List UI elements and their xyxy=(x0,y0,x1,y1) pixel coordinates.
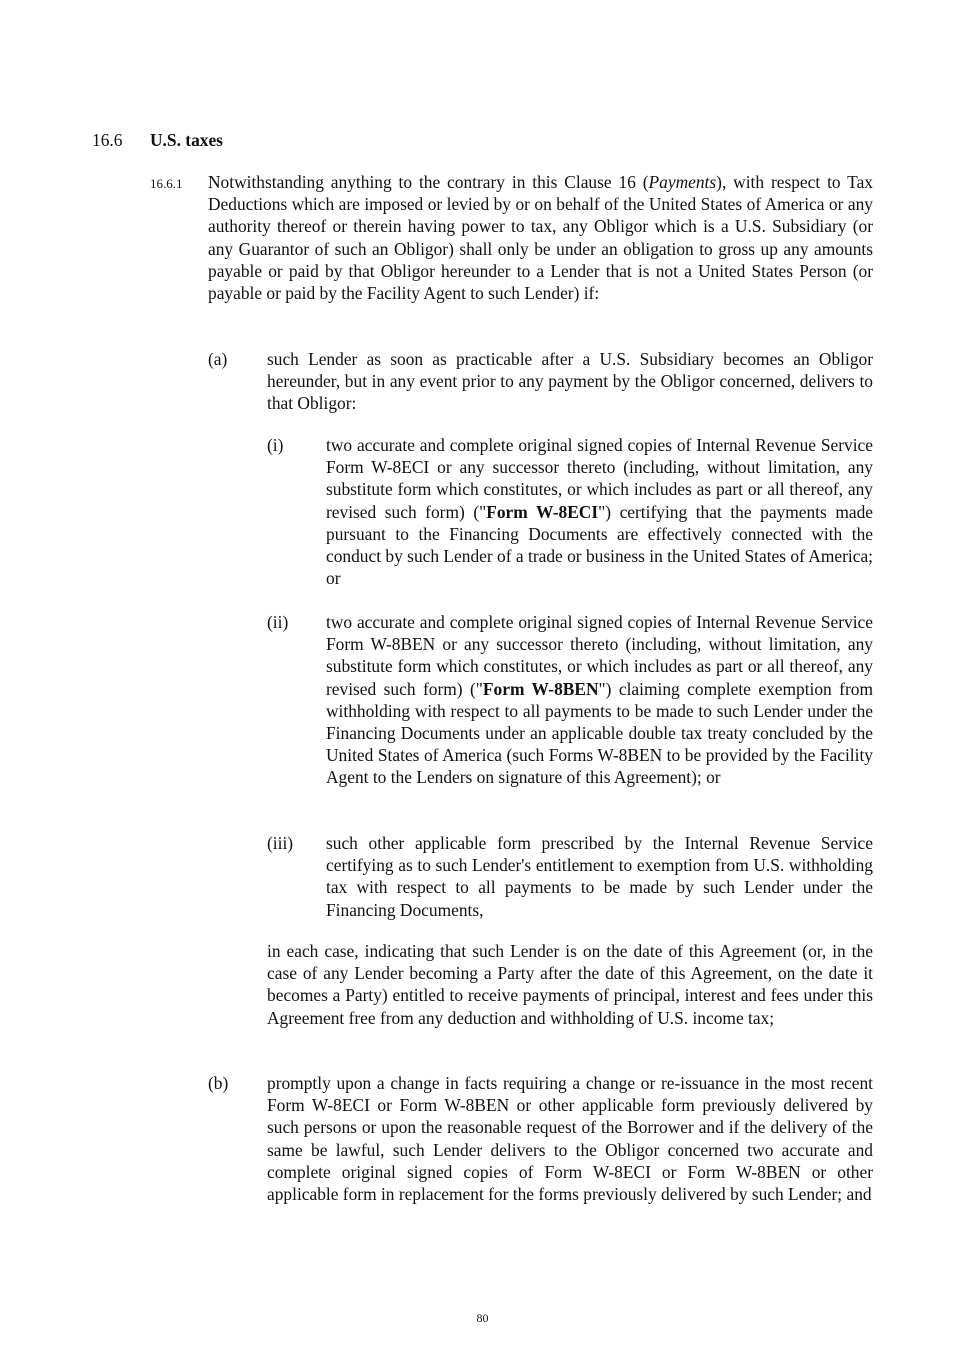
section-number: 16.6 xyxy=(92,130,123,150)
section-title: U.S. taxes xyxy=(150,130,223,150)
clause-text-part: ), with respect to Tax Deductions which are imposed or levied by or on behalf of the United States of America or any authority thereof or therein having power to tax, any Obligor which is a U.S. Subsidiary (or any Guarantor of such an Obligor) shall only be under an obligation to gross up any amounts payable or paid by that Obligor hereunder to a Lender that is not a United States Person (or payable or paid by the Facility Agent to such Lender) if: xyxy=(208,172,873,304)
subparagraph-text-part: ") certifying that the payments made pursuant to the Financing Documents are effectively connected with the conduct by such Lender of a trade or business in the United States of America; or xyxy=(326,501,873,589)
subparagraph-label-i: (i) xyxy=(267,435,284,455)
subparagraph-text-part: two accurate and complete original signed copies of Internal Revenue Service Form W-8ECI or any successor thereto (including, without limitation, any substitute form which constitutes, or which includes as part or all thereof, any revised such form) (" xyxy=(326,435,873,522)
paragraph-text-a: such Lender as soon as practicable after a U.S. Subsidiary becomes an Obligor hereunder, but in any event prior to any payment by the Obligor concerned, delivers to that Obligor: xyxy=(267,349,873,414)
subparagraph-text-iii: such other applicable form prescribed by the Internal Revenue Service certifying as to such Lender's entitlement to exemption from U.S. withholding tax with respect to all payments to be made by such Lender under the Financing Documents, xyxy=(326,833,873,920)
subparagraph-label-iii: (iii) xyxy=(267,833,294,853)
page-number: 80 xyxy=(476,1311,489,1325)
paragraph-continuation: in each case, indicating that such Lender is on the date of this Agreement (or, in the case of any Lender becoming a Party after the date of this Agreement, on the date it becomes a Party) entitled to receive payments of principal, interest and fees under this Agreement free from any deduction and withholding of U.S. income tax; xyxy=(267,941,873,1028)
defined-term: Form W-8BEN xyxy=(482,678,599,699)
clause-text-italic: Payments xyxy=(648,172,717,192)
subparagraph-text-part: two accurate and complete original signed copies of Internal Revenue Service Form W-8BEN or any successor thereto (including, without limitation, any substitute form which constitutes, or which includes as part or all thereof, any revised such form) (" xyxy=(326,612,873,699)
clause-text xyxy=(208,171,873,304)
paragraph-label-a: (a) xyxy=(208,349,228,369)
paragraph-text-b: promptly upon a change in facts requiring a change or re-issuance in the most recent Form W-8ECI or Form W-8BEN or other applicable form previously delivered by such persons or upon the reasonable request of the Borrower and if the delivery of the same be lawful, such Lender delivers to the Obligor concerned two accurate and complete original signed copies of Form W-8ECI or Form W-8BEN or other applicable form in replacement for the forms previously delivered by such Lender; and xyxy=(267,1073,873,1205)
paragraph-label-b: (b) xyxy=(208,1073,229,1093)
subparagraph-text-part: ") claiming complete exemption from withholding with respect to all payments to be made to such Lender under the Financing Documents under an applicable double tax treaty concluded by the United States of America (such Forms W-8BEN to be provided by the Facility Agent to the Lenders on signature of this Agreement); or xyxy=(326,678,873,788)
defined-term: Form W-8ECI xyxy=(486,501,599,522)
subparagraph-label-ii: (ii) xyxy=(267,612,289,632)
clause-text-part: Notwithstanding anything to the contrary in this Clause 16 ( xyxy=(208,172,649,192)
subparagraph-text-ii xyxy=(326,611,873,789)
subparagraph-text-i xyxy=(326,434,873,589)
clause-number: 16.6.1 xyxy=(150,176,183,191)
